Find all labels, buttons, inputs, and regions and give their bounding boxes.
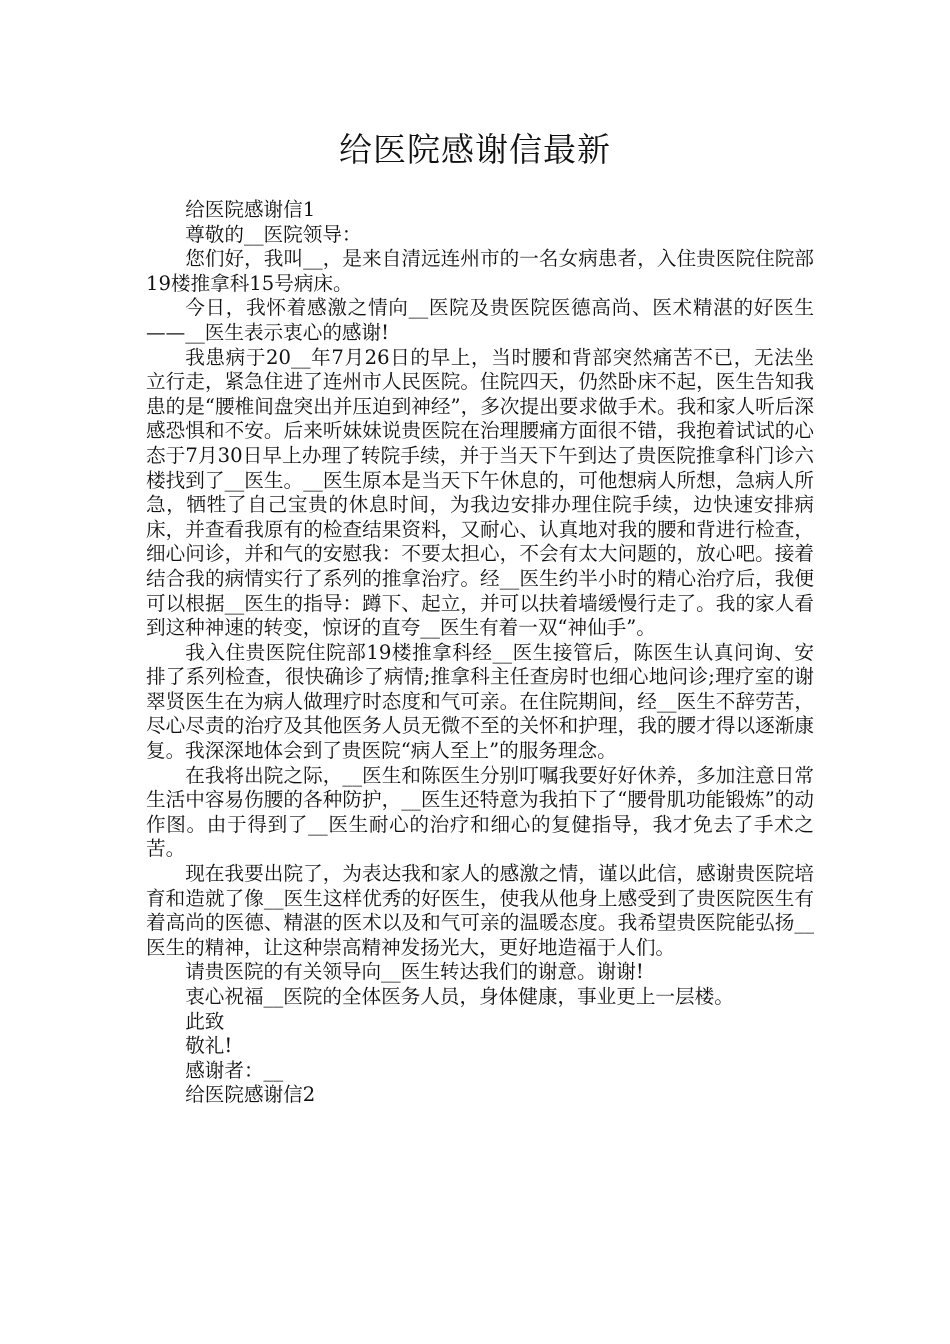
paragraph-illness-story: 我患病于20__年7月26日的早上，当时腰和背部突然痛苦不已，无法坐立行走，紧急住进了连州市人民医院。住院四天，仍然卧床不起，医生告知我患的是“腰椎间盘突出并压迫到神经”，多次提出要求做手术。我和家人听后深感恐惧和不安。后来听妹妹说贵医院在治理腰痛方面很不错，我抱着试试的心态于7月30日早上办理了转院手续，并于当天下午到达了贵医院推拿科门诊六楼找到了__医生。__医生原本是当天下午休息的，可他想病人所想，急病人所急，牺牲了自己宝贵的休息时间，为我边安排办理住院手续，边快速安排病床，并查看我原有的检查结果资料，又耐心、认真地对我的腰和背进行检查，细心问诊，并和气的安慰我：不要太担心，不会有太大问题的，放心吧。接着结合我的病情实行了系列的推拿治疗。经__医生约半小时的精心治疗后，我便可以根据__医生的指导：蹲下、起立，并可以扶着墙缓慢行走了。我的家人看到这种神速的转变，惊讶的直夸__医生有着一双“神仙手”。: [146, 345, 814, 640]
paragraph-closing-1: 此致: [185, 1009, 225, 1033]
paragraph-signature: 感谢者：__: [185, 1058, 284, 1082]
paragraph-discharge-advice: 在我将出院之际，__医生和陈医生分别叮嘱我要好好休养，多加注意日常生活中容易伤腰的各种防护，__医生还特意为我拍下了“腰骨肌功能锻炼”的动作图。由于得到了__医生耐心的治疗和细心的复健指导，我才免去了手术之苦。: [146, 763, 814, 861]
paragraph-letter-heading-1: 给医院感谢信1: [185, 198, 316, 221]
document-title: 给医院感谢信最新: [339, 130, 611, 169]
paragraph-salutation: 尊敬的__医院领导：: [185, 222, 362, 246]
paragraph-thanks-statement: 今日，我怀着感激之情向__医院及贵医院医德高尚、医术精湛的好医生——__医生表示衷心的感谢!: [146, 296, 814, 344]
paragraph-letter-heading-2: 给医院感谢信2: [185, 1083, 316, 1107]
document-body: [146, 198, 814, 1108]
paragraph-blessing: 衷心祝福__医院的全体医务人员，身体健康，事业更上一层楼。: [185, 985, 734, 1008]
paragraph-hospital-stay: 我入住贵医院住院部19楼推拿科经__医生接管后，陈医生认真问询、安排了系列检查，很快确诊了病情;推拿科主任查房时也细心地问诊;理疗室的谢翠贤医生在为病人做理疗时态度和气可亲。在住院期间，经__医生不辞劳苦，尽心尽责的治疗及其他医务人员无微不至的关怀和护理，我的腰才得以逐渐康复。我深深地体会到了贵医院“病人至上”的服务理念。: [146, 640, 814, 763]
paragraph-closing-2: 敬礼!: [185, 1034, 233, 1058]
paragraph-gratitude: 现在我要出院了，为表达我和家人的感激之情，谨以此信，感谢贵医院培育和造就了像__医生这样优秀的好医生，使我从他身上感受到了贵医院医生有着高尚的医德、精湛的医术以及和气可亲的温暖态度。我希望贵医院能弘扬__医生的精神，让这种崇高精神发扬光大，更好地造福于人们。: [146, 862, 814, 959]
paragraph-request: 请贵医院的有关领导向__医生转达我们的谢意。谢谢!: [185, 960, 644, 984]
paragraph-introduction: 您们好，我叫__，是来自清远连州市的一名女病患者，入住贵医院住院部19楼推拿科15号病床。: [146, 247, 814, 295]
